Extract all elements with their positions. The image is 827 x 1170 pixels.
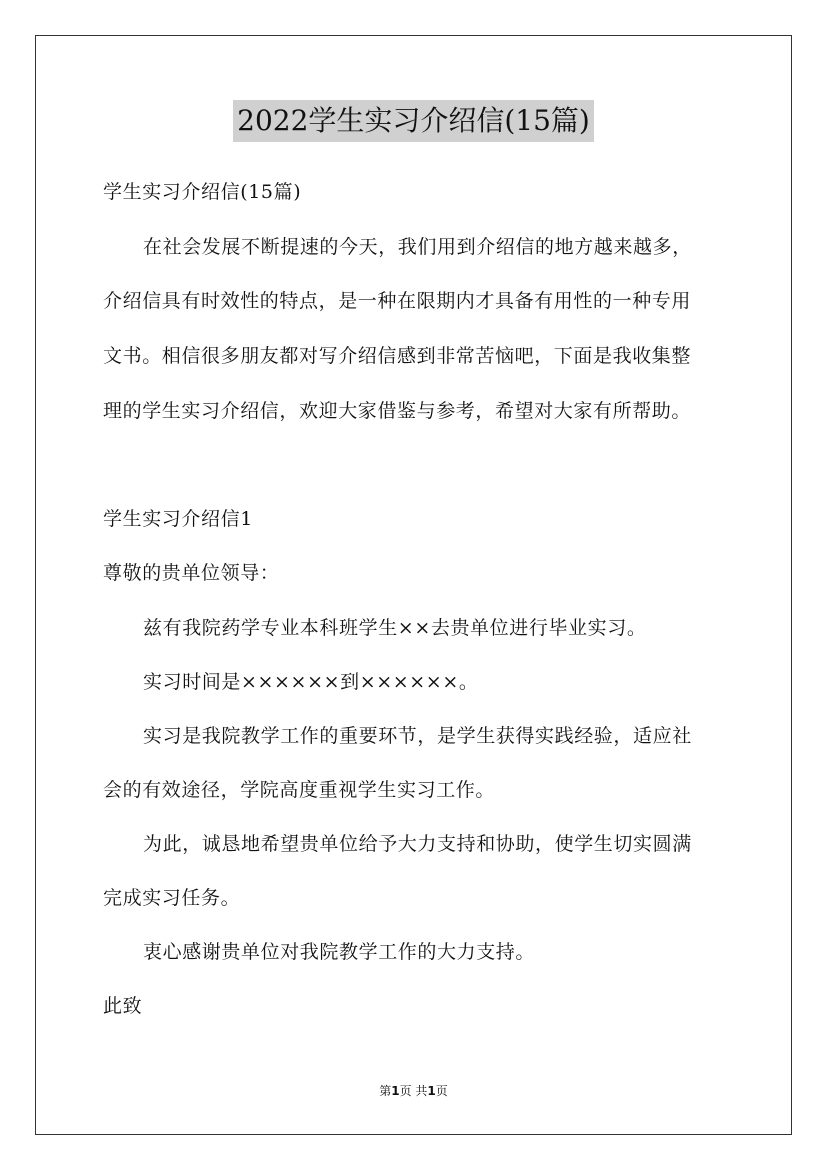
body-line: 会的有效途径，学院高度重视学生实习工作。 xyxy=(103,779,496,801)
intro-line: 介绍信具有时效性的特点，是一种在限期内才具备有用性的一种专用 xyxy=(103,290,692,312)
body-line: 兹有我院药学专业本科班学生××去贵单位进行毕业实习。 xyxy=(143,617,647,639)
body-line: 衷心感谢贵单位对我院教学工作的大力支持。 xyxy=(143,941,536,963)
closing: 此致 xyxy=(103,995,143,1017)
body-line: 实习是我院教学工作的重要环节，是学生获得实践经验，适应社 xyxy=(143,725,692,747)
body-line: 完成实习任务。 xyxy=(103,887,241,909)
salutation: 尊敬的贵单位领导： xyxy=(103,562,280,584)
body-line: 实习时间是××××××到××××××。 xyxy=(143,671,479,693)
page-label-prefix: 第 xyxy=(379,1084,392,1098)
page-total: 1 xyxy=(427,1084,436,1098)
subtitle: 学生实习介绍信(15篇) xyxy=(103,181,302,203)
page-label-suffix: 页 xyxy=(435,1084,448,1098)
page-label-mid: 页 共 xyxy=(399,1084,428,1098)
title-wrap xyxy=(0,100,827,142)
intro-line: 文书。相信很多朋友都对写介绍信感到非常苦恼吧，下面是我收集整 xyxy=(103,345,692,367)
intro-line: 在社会发展不断提速的今天，我们用到介绍信的地方越来越多， xyxy=(143,236,692,258)
intro-line: 理的学生实习介绍信，欢迎大家借鉴与参考，希望对大家有所帮助。 xyxy=(103,400,692,422)
page-number: 1 xyxy=(391,1084,400,1098)
body-line: 为此，诚恳地希望贵单位给予大力支持和协助，使学生切实圆满 xyxy=(143,833,692,855)
page-footer xyxy=(0,1082,827,1100)
letter-heading: 学生实习介绍信1 xyxy=(103,508,253,530)
document-title: 2022学生实习介绍信(15篇) xyxy=(233,100,594,142)
